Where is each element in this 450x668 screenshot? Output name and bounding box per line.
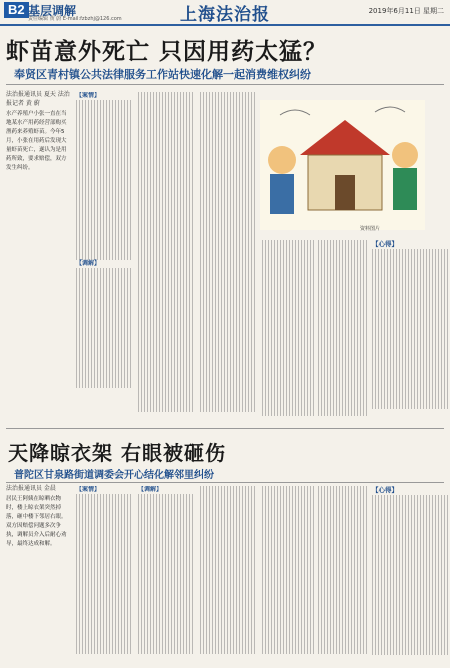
article-1-byline: 法治报通讯员 夏天 法治报记者 黄 蔚 — [6, 91, 70, 107]
article-2-byline: 法治报通讯员 金晨 — [6, 485, 56, 492]
article-2-column-4 — [262, 486, 314, 664]
article-1-column-2 — [138, 92, 194, 422]
article-1-column-5 — [318, 240, 368, 420]
article-2-subtitle: 普陀区甘泉路街道调委会开心结化解邻里纠纷 — [14, 470, 214, 481]
article-2-title: 天降晾衣架 右眼被砸伤 — [8, 441, 226, 465]
newspaper-logo: 上海法治报 — [180, 5, 270, 25]
article-2-lead: 居民王阿姨在晾晒衣物时，楼上晾衣架突然掉落，砸中楼下邻居右眼。双方因赔偿问题多次争执，调解员介入后耐心劝导，最终达成和解。 — [6, 496, 67, 547]
case-tag: 【案情】 — [76, 92, 101, 99]
article-2-insight — [372, 486, 450, 664]
divider — [6, 84, 444, 85]
case-tag: 【案情】 — [76, 486, 101, 493]
cartoon-illustration — [260, 100, 425, 230]
insight-tag: 【心得】 — [372, 486, 398, 494]
article-2-column-1 — [76, 486, 132, 664]
article-2-column-2 — [138, 486, 194, 664]
article-1-subtitle: 奉贤区青村镇公共法律服务工作站快速化解一起消费维权纠纷 — [14, 68, 311, 81]
article-1-insight — [372, 240, 450, 420]
page-number: B2 — [4, 2, 29, 18]
article-1-column-3 — [200, 92, 256, 422]
insight-tag: 【心得】 — [372, 240, 398, 248]
page-header — [0, 0, 450, 26]
article-2-column-3 — [200, 486, 256, 664]
mediation-tag: 【调解】 — [138, 486, 163, 493]
divider — [6, 482, 444, 483]
mediation-tag: 【调解】 — [76, 260, 101, 267]
article-1-column-4 — [262, 240, 314, 420]
section-name: 基层调解 — [28, 4, 77, 18]
issue-date: 2019年6月11日 星期二 — [368, 7, 444, 15]
image-caption: 资料图片 — [360, 226, 381, 232]
section-editor: 责任编辑 黄 蔚 E-mail:fzbzhj@126.com — [28, 16, 122, 22]
divider — [6, 428, 444, 429]
article-1-title: 虾苗意外死亡 只因用药太猛？ — [6, 39, 328, 65]
article-1-column-1 — [76, 92, 132, 422]
article-2-column-5 — [318, 486, 368, 664]
article-1-lead: 水产养殖户小张一直在当地某水产用药经营部购买渔药来养殖虾苗。今年5月，小张在用药后发现大量虾苗死亡，遂认为是用药所致，要求赔偿，双方发生纠纷。 — [6, 111, 67, 171]
